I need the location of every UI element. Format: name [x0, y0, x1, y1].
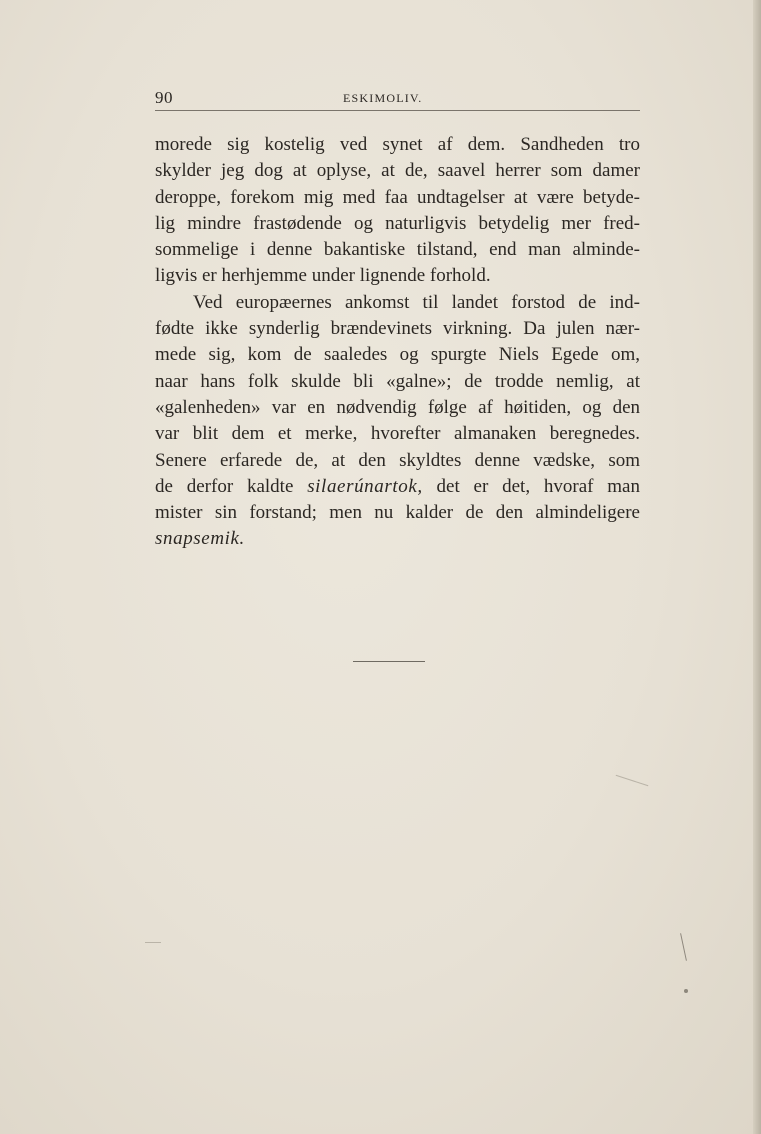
paper-mark: [684, 989, 688, 993]
text-line: «galenheden» var en nødvendig følge af høitiden, og den: [155, 396, 640, 418]
text-line: var blit dem et merke, hvorefter almanaken beregnedes.: [155, 423, 640, 445]
paper-mark: [680, 933, 687, 961]
text-line: ligvis er herhjemme under lignende forhold.: [155, 265, 491, 287]
italic-term: silaerúnartok,: [307, 475, 423, 497]
text-line: deroppe, forekom mig med faa undtagelser at være betyde-: [155, 186, 640, 208]
text-line: sommelige i denne bakantiske tilstand, end man alminde-: [155, 239, 640, 261]
text-line: morede sig kostelig ved synet af dem. Sandheden tro: [155, 134, 640, 155]
text-segment: det er det, hvoraf man: [422, 475, 640, 497]
text-segment: de derfor kaldte: [155, 475, 308, 497]
text-line: Senere erfarede de, at den skyldtes denne vædske, som: [155, 449, 640, 471]
page-number: 90: [155, 88, 173, 107]
text-line: mister sin forstand; men nu kalder de den almindeligere: [155, 502, 640, 524]
text-line: [155, 526, 640, 552]
paper-mark: [616, 775, 649, 786]
text-line: [155, 474, 640, 500]
section-end-rule: [353, 661, 425, 662]
text-line: Ved europæernes ankomst til landet forstod de ind-: [193, 291, 640, 313]
text-line: mede sig, kom de saaledes og spurgte Niels Egede om,: [155, 344, 640, 366]
running-title: ESKIMOLIV.: [343, 91, 423, 105]
text-line: skylder jeg dog at oplyse, at de, saavel herrer som damer: [155, 160, 640, 182]
running-header: [155, 86, 640, 111]
italic-term: snapsemik.: [155, 528, 245, 550]
text-line: fødte ikke synderlig brændevinets virkning. Da julen nær-: [155, 318, 640, 340]
paragraph-1: [155, 132, 640, 290]
paragraph-2: [155, 290, 640, 553]
text-line: naar hans folk skulde bli «galne»; de trodde nemlig, at: [155, 370, 640, 392]
paper-mark: [145, 942, 161, 943]
page-edge: [753, 0, 761, 1134]
text-line: lig mindre frastødende og naturligvis betydelig mer fred-: [155, 212, 640, 234]
body-text: [155, 132, 640, 553]
